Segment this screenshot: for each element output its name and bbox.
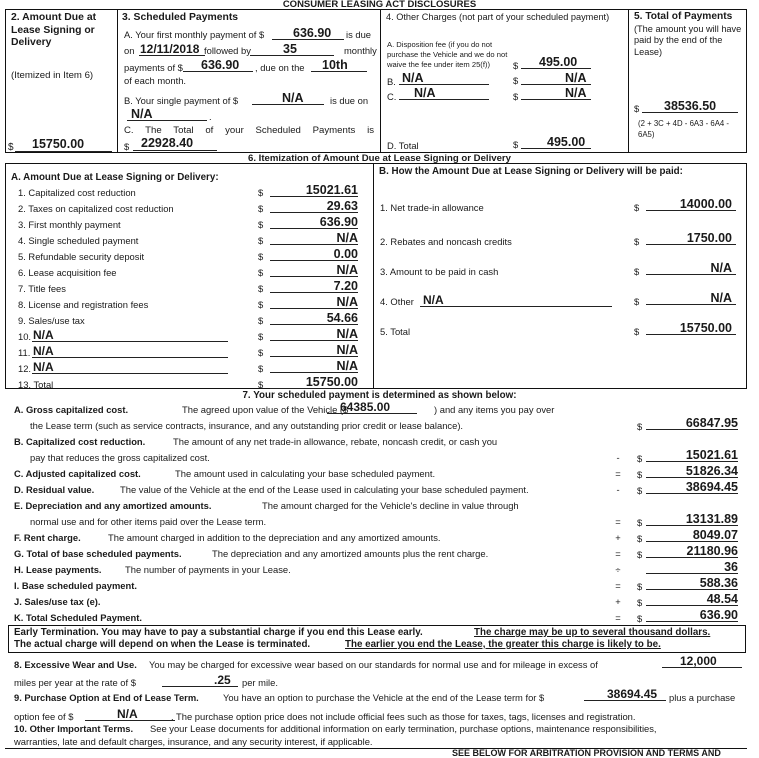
box4-heading: 4. Other Charges (not part of your scheduled payment) [386,12,610,22]
underline [646,493,738,494]
box4-value: N/A [414,86,436,100]
operator: + [615,596,621,607]
item-desc: N/A [33,360,54,374]
dollar-sign: $ [258,251,264,262]
row-value: 588.36 [699,576,738,590]
item-value: 15750.00 [679,321,732,335]
dollar-sign: $ [634,103,640,114]
early-termination-text: The earlier you end the Lease, the greater this charge is likely to be. [345,639,661,650]
dollar-sign: $ [637,581,643,592]
dollar-sign: $ [637,421,643,432]
divider [117,9,118,152]
dollar-sign: $ [258,347,264,358]
disposition-fee: 495.00 [539,55,578,69]
row-value: 21180.96 [686,544,738,558]
underline [521,68,591,69]
dollar-sign: $ [258,267,264,278]
underline [252,104,324,105]
row-heading: I. Base scheduled payment. [14,580,137,591]
operator: = [615,580,621,591]
operator: - [616,452,620,463]
underline [270,388,358,389]
section7-title: 7. Your scheduled payment is determined as shown below: [242,390,517,401]
dollar-sign: $ [258,299,264,310]
box3-text: on [124,45,135,56]
due-day: 10th [322,58,348,72]
underline [270,260,358,261]
early-termination-text: Early Termination. You may have to pay a substantial charge if you end this Lease early. [14,627,423,638]
item-label: 8. License and registration fees [18,299,149,310]
row-heading: G. Total of base scheduled payments. [14,548,182,559]
underline [646,274,736,275]
underline [521,99,591,100]
right-border [746,9,747,152]
box2-note: (Itemized in Item 6) [11,70,94,81]
row-heading: K. Total Scheduled Payment. [14,612,142,623]
dollar-sign: $ [8,142,14,153]
row-heading: J. Sales/use tax (e). [14,596,101,607]
vehicle-value: 64385.00 [340,400,391,414]
box3-text: is due [346,29,372,40]
dollar-sign: $ [637,597,643,608]
underline [133,150,217,151]
dollar-sign: $ [258,315,264,326]
underline [270,356,358,357]
divider [628,9,629,152]
item-label: 3. Amount to be paid in cash [380,266,499,277]
dollar-sign: $ [258,331,264,342]
underline [270,276,358,277]
divider [746,163,747,388]
operator: - [616,484,620,495]
other-charges-total: 495.00 [547,135,586,149]
section9-text: option fee of $ [14,711,74,722]
left-border [5,9,6,152]
item-desc: N/A [423,293,444,307]
underline [646,589,738,590]
box3-text: $ [124,141,130,152]
box4-text: D. Total [387,140,419,151]
box3-text: A. Your first monthly payment of $ [124,29,265,40]
payment-count: 35 [283,42,297,56]
dollar-sign: $ [634,236,640,247]
underline [521,84,591,85]
divider [5,163,6,388]
dollar-sign: $ [258,283,264,294]
row-value: 66847.95 [685,416,738,430]
item-value: 15750.00 [305,375,358,389]
underline [646,334,736,335]
dollar-sign: $ [637,613,643,624]
dollar-sign: $ [634,266,640,277]
underline [270,196,358,197]
section10-text: 10. Other Important Terms. [14,723,134,734]
underline [270,228,358,229]
form-title: CONSUMER LEASING ACT DISCLOSURES [282,0,477,10]
underline [162,686,238,687]
purchase-option-price: 38694.45 [607,687,658,701]
item-value: N/A [336,263,358,277]
underline [646,621,738,622]
operator: = [615,548,621,559]
underline [183,71,253,72]
row-text: The value of the Vehicle at the end of the Lease used in calculating your base scheduled payment. [120,484,529,495]
box2-label: 2. Amount Due at Lease Signing or Delivery [11,12,97,48]
section9-text: 9. Purchase Option at End of Lease Term. [14,692,199,703]
underline [399,99,489,100]
underline [270,340,358,341]
underline [646,304,736,305]
section8-text: miles per year at the rate of $ [14,677,136,688]
row-heading: A. Gross capitalized cost. [14,404,129,415]
underline [399,84,489,85]
underline [646,605,738,606]
first-payment: 636.90 [293,26,332,40]
underline [521,148,591,149]
item-label: 6. Lease acquisition fee [18,267,117,278]
row-text: The amount of any net trade-in allowance, rebate, noncash credit, or cash you [173,436,498,447]
item-label: 11. [18,347,31,358]
box4-text: B. [387,76,396,87]
purchase-option-fee: N/A [117,707,138,721]
dollar-sign: $ [258,235,264,246]
dollar-sign: $ [637,517,643,528]
box3-text: C. The Total of your Scheduled Payments is [124,125,374,136]
item-value: 15021.61 [305,183,358,197]
dollar-sign: $ [258,363,264,374]
row-heading: C. Adjusted capitalized cost. [14,468,141,479]
box4-value: N/A [402,71,424,85]
divider [373,163,374,388]
section9-text: plus a purchase [669,692,736,703]
underline [270,308,358,309]
item-value: N/A [710,291,732,305]
dollar-sign: $ [258,187,264,198]
dollar-sign: $ [637,549,643,560]
item-value: N/A [336,343,358,357]
section6b-heading: B. How the Amount Due at Lease Signing or Delivery will be paid: [379,166,683,177]
row-text: normal use and for other items paid over the Lease term. [30,516,267,527]
underline [32,357,228,358]
box3-heading: 3. Scheduled Payments [122,12,239,23]
section10-text: warranties, late and default charges, insurance, and any security interest, if applicable. [14,736,373,747]
dollar-sign: $ [637,469,643,480]
dollar-sign: $ [637,533,643,544]
operator: + [615,532,621,543]
item-label: 10. [18,331,32,342]
operator: ÷ [615,564,621,575]
mileage-rate: .25 [214,673,231,687]
row-heading: B. Capitalized cost reduction. [14,436,146,447]
item-value: 54.66 [326,311,358,325]
underline [646,525,738,526]
box4-text: C. [387,91,397,102]
divider [380,9,381,152]
operator: = [615,468,621,479]
item-value: N/A [336,231,358,245]
early-termination-text: The charge may be up to several thousand dollars. [474,627,711,638]
underline [646,573,738,574]
row-value: 38694.45 [685,480,738,494]
row-value: 51826.34 [685,464,738,478]
item-label: 1. Capitalized cost reduction [18,187,136,198]
row-text: ) and any items you pay over [434,404,555,415]
item-label: 2. Taxes on capitalized cost reduction [18,203,174,214]
dollar-sign: $ [637,453,643,464]
single-payment-due: N/A [131,107,153,121]
row-value: 48.54 [706,592,738,606]
row-heading: H. Lease payments. [14,564,102,575]
section9-text: You have an option to purchase the Vehicle at the end of the Lease term for $ [223,692,545,703]
dollar-sign: $ [513,139,519,150]
item-value: N/A [710,261,732,275]
item-desc: N/A [33,328,54,342]
item-label: 4. Other [380,296,414,307]
box3-text: payments of $ [124,62,183,73]
underline [270,324,358,325]
underline [32,373,228,374]
underline [272,39,344,40]
row-text: The agreed upon value of the Vehicle ($ [182,404,349,415]
row-text: The depreciation and any amortized amounts plus the rent charge. [212,548,489,559]
item-label: 2. Rebates and noncash credits [380,236,512,247]
underline [646,557,738,558]
item-value: N/A [336,327,358,341]
item-label: 12. [18,363,32,374]
box5-formula: (2 + 3C + 4D - 6A3 - 6A4 - 6A5) [638,119,730,139]
item-label: 4. Single scheduled payment [18,235,139,246]
row-text: pay that reduces the gross capitalized cost. [30,452,210,463]
underline [584,700,666,701]
item-value: 14000.00 [679,197,732,211]
dollar-sign: $ [637,485,643,496]
underline [420,306,612,307]
dollar-sign: $ [258,379,264,390]
item-value: N/A [336,359,358,373]
item-label: 1. Net trade-in allowance [380,202,484,213]
operator: = [615,516,621,527]
item-desc: N/A [33,344,54,358]
single-payment: N/A [282,91,304,105]
underline [85,720,175,721]
box3-text: is due on [330,95,369,106]
dollar-sign: $ [634,202,640,213]
item-label: 7. Title fees [18,283,66,294]
row-value: 15021.61 [685,448,738,462]
underline [270,372,358,373]
monthly-amount: 636.90 [201,58,240,72]
item-value: 0.00 [333,247,358,261]
box4-value: N/A [565,86,587,100]
row-text: the Lease term (such as service contracts, insurance, and any outstanding prior credit or lease balance). [30,420,464,431]
underline [327,413,417,414]
dollar-sign: $ [634,296,640,307]
cut-off-text: SEE BELOW FOR ARBITRATION PROVISION AND TERMS AND [452,748,721,758]
row-value: 36 [724,560,738,574]
underline [139,55,205,56]
box3-text: of each month. [124,75,187,86]
underline [662,667,742,668]
box5-note: (The amount you will have paid by the end of the Lease) [634,24,742,57]
item-label: 5. Refundable security deposit [18,251,145,262]
section8-text: You may be charged for excessive wear based on our standards for normal use and for mileage in excess of [149,659,598,670]
excess-mileage: 12,000 [680,654,717,668]
box3-text: , due on the [255,62,305,73]
row-value: 13131.89 [685,512,738,526]
underline [646,244,736,245]
underline [642,112,738,113]
section6-title: 6. Itemization of Amount Due at Lease Signing or Delivery [248,153,511,164]
box3-text: followed by [204,45,251,56]
dollar-sign: $ [634,326,640,337]
underline [311,71,367,72]
underline [270,212,358,213]
box3-text: B. Your single payment of $ [124,95,239,106]
dollar-sign: $ [513,75,519,86]
underline [32,341,228,342]
divider [5,388,747,389]
underline [646,461,738,462]
section8-text: 8. Excessive Wear and Use. [14,659,137,670]
item-label: 3. First monthly payment [18,219,121,230]
operator: = [615,612,621,623]
item-value: 1750.00 [686,231,732,245]
row-value: 636.90 [699,608,738,622]
row-heading: F. Rent charge. [14,532,81,543]
section8-text: per mile. [242,677,278,688]
underline [127,120,207,121]
early-termination-text: The actual charge will depend on when the Lease is terminated. [14,639,311,650]
dollar-sign: $ [513,60,519,71]
box5-label: 5. Total of Payments [634,11,733,22]
total-scheduled-payments: 22928.40 [141,136,194,150]
underline [646,477,738,478]
row-text: The amount charged for the Vehicle's decline in value through [262,500,519,511]
section10-text: See your Lease documents for additional information on early termination, purchase options, maintenance responsibilities, [150,723,657,734]
row-value: 8049.07 [692,528,738,542]
row-heading: E. Depreciation and any amortized amounts. [14,500,212,511]
item-value: 29.63 [326,199,358,213]
item-value: 636.90 [319,215,358,229]
underline [646,541,738,542]
row-text: The amount charged in addition to the depreciation and any amortized amounts. [108,532,441,543]
box4-value: N/A [565,71,587,85]
dollar-sign: $ [258,219,264,230]
item-value: 7.20 [333,279,358,293]
item-label: 5. Total [380,326,411,337]
box4-text: A. Disposition fee (if you do not purchase the Vehicle and we do not waive the fee under item 25(f)) [387,40,508,69]
item-value: N/A [336,295,358,309]
dollar-sign: $ [258,203,264,214]
item-label: 9. Sales/use tax [18,315,85,326]
underline [270,292,358,293]
box3-text: monthly [344,45,377,56]
underline [646,210,736,211]
dollar-sign: $ [513,91,519,102]
total-of-payments: 38536.50 [664,99,717,113]
row-text: The amount used in calculating your base scheduled payment. [175,468,436,479]
section9-text: . The purchase option price does not include official fees such as those for taxes, tags, licenses and registration. [171,711,636,722]
item-label: 13. Total [18,379,54,390]
underline [270,244,358,245]
box2-amount: 15750.00 [32,137,85,151]
section6a-heading: A. Amount Due at Lease Signing or Delivery: [11,172,219,183]
underline [646,429,738,430]
row-text: The number of payments in your Lease. [125,564,291,575]
row-heading: D. Residual value. [14,484,95,495]
box3-text: . [209,111,212,122]
underline [250,55,334,56]
first-payment-date: 12/11/2018 [140,42,200,56]
